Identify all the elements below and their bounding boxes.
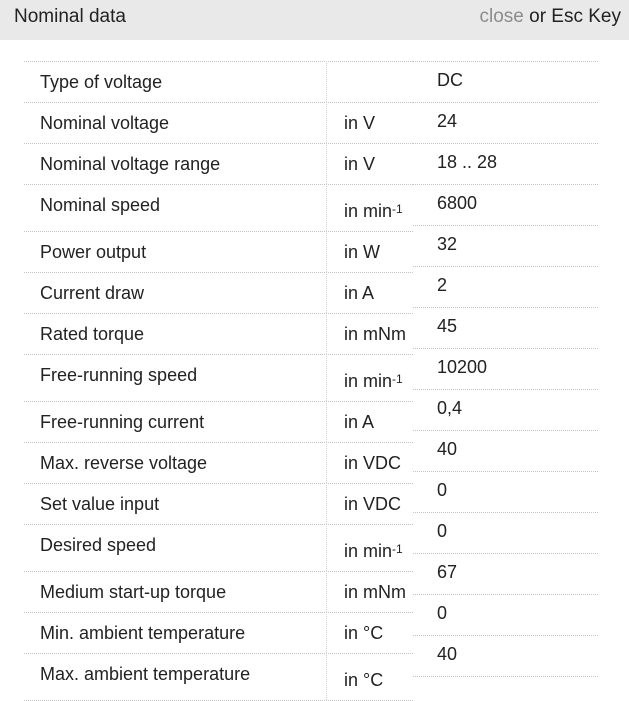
row-label: Max. ambient temperature [40, 664, 251, 684]
row-unit-text: in min [344, 541, 393, 561]
row-value: 2 [437, 275, 448, 295]
row-unit-text: in °C [344, 670, 384, 690]
row-value: DC [437, 70, 463, 90]
row-unit-exponent: -1 [392, 542, 403, 556]
row-unit [344, 623, 383, 644]
row-divider [24, 571, 413, 572]
row-unit [344, 453, 401, 474]
row-divider [413, 102, 598, 103]
row-unit [344, 371, 403, 392]
row-label: Max. reverse voltage [40, 453, 208, 473]
row-label: Nominal speed [40, 195, 161, 215]
row-divider [413, 348, 598, 349]
row-divider [24, 442, 413, 443]
row-value: 0 [437, 521, 448, 541]
row-unit-text: in W [344, 242, 380, 262]
row-label: Free-running current [40, 412, 205, 432]
row-value: 40 [437, 644, 458, 664]
row-divider [24, 612, 413, 613]
row-value: 10200 [437, 357, 488, 377]
row-label: Medium start-up torque [40, 582, 227, 602]
nominal-data-table [24, 0, 598, 700]
row-divider [24, 524, 413, 525]
column-divider [326, 313, 327, 354]
row-divider [413, 307, 598, 308]
row-unit-exponent: -1 [392, 202, 403, 216]
row-unit-text: in V [344, 113, 376, 133]
row-divider [24, 143, 413, 144]
row-divider [413, 553, 598, 554]
row-label: Current draw [40, 283, 145, 303]
row-divider [413, 594, 598, 595]
row-unit-exponent: -1 [392, 372, 403, 386]
row-label: Nominal voltage [40, 113, 170, 133]
row-divider [24, 272, 413, 273]
row-unit-text: in VDC [344, 494, 402, 514]
row-value: 45 [437, 316, 458, 336]
row-divider [24, 61, 413, 62]
row-unit-text: in V [344, 154, 376, 174]
row-value: 0 [437, 603, 448, 623]
row-label: Desired speed [40, 535, 157, 555]
column-divider [326, 571, 327, 612]
column-divider [326, 524, 327, 571]
column-divider [326, 354, 327, 401]
row-divider [413, 61, 598, 62]
row-unit-text: in °C [344, 623, 384, 643]
row-unit [344, 494, 401, 515]
row-divider [24, 231, 413, 232]
close-link[interactable]: close [479, 6, 524, 27]
row-value: 24 [437, 111, 458, 131]
row-label: Rated torque [40, 324, 145, 344]
row-divider [24, 483, 413, 484]
row-unit [344, 324, 406, 345]
row-unit-text: in mNm [344, 324, 406, 344]
row-divider [413, 184, 598, 185]
column-divider [326, 483, 327, 524]
column-divider [326, 184, 327, 231]
row-unit [344, 582, 406, 603]
row-divider [24, 653, 413, 654]
row-divider [413, 635, 598, 636]
row-unit [344, 242, 380, 263]
row-value: 18 .. 28 [437, 152, 498, 172]
row-divider [413, 225, 598, 226]
row-divider [413, 471, 598, 472]
row-unit-text: in A [344, 412, 375, 432]
row-unit [344, 412, 374, 433]
row-value: 32 [437, 234, 458, 254]
row-divider [24, 401, 413, 402]
row-unit-text: in mNm [344, 582, 406, 602]
row-unit-text: in VDC [344, 453, 402, 473]
column-divider [326, 143, 327, 184]
column-divider [326, 612, 327, 653]
row-divider [24, 184, 413, 185]
column-divider [326, 61, 327, 102]
row-divider [413, 676, 598, 677]
row-unit [344, 113, 375, 134]
row-unit-text: in min [344, 371, 393, 391]
row-divider [24, 313, 413, 314]
row-label: Set value input [40, 494, 160, 514]
row-divider [24, 354, 413, 355]
row-label: Power output [40, 242, 147, 262]
close-hint-suffix: or Esc Key [523, 6, 621, 27]
row-value: 6800 [437, 193, 478, 213]
row-unit-text: in A [344, 283, 375, 303]
column-divider [326, 272, 327, 313]
row-unit [344, 283, 374, 304]
row-label: Nominal voltage range [40, 154, 221, 174]
row-value: 0,4 [437, 398, 463, 418]
row-unit [344, 154, 375, 175]
row-divider [413, 143, 598, 144]
row-unit [344, 670, 383, 691]
row-divider [413, 512, 598, 513]
row-divider [413, 389, 598, 390]
column-divider [326, 231, 327, 272]
row-label: Type of voltage [40, 72, 163, 92]
row-value: 0 [437, 480, 448, 500]
row-label: Min. ambient temperature [40, 623, 246, 643]
row-unit [344, 541, 403, 562]
row-unit-text: in min [344, 201, 393, 221]
row-divider [24, 102, 413, 103]
row-label: Free-running speed [40, 365, 198, 385]
row-value: 40 [437, 439, 458, 459]
column-divider [326, 102, 327, 143]
dialog-title: Nominal data [14, 6, 126, 27]
column-divider [326, 401, 327, 442]
row-divider [413, 430, 598, 431]
row-divider [413, 266, 598, 267]
row-unit [344, 201, 403, 222]
row-value: 67 [437, 562, 458, 582]
column-divider [326, 653, 327, 700]
column-divider [326, 442, 327, 483]
